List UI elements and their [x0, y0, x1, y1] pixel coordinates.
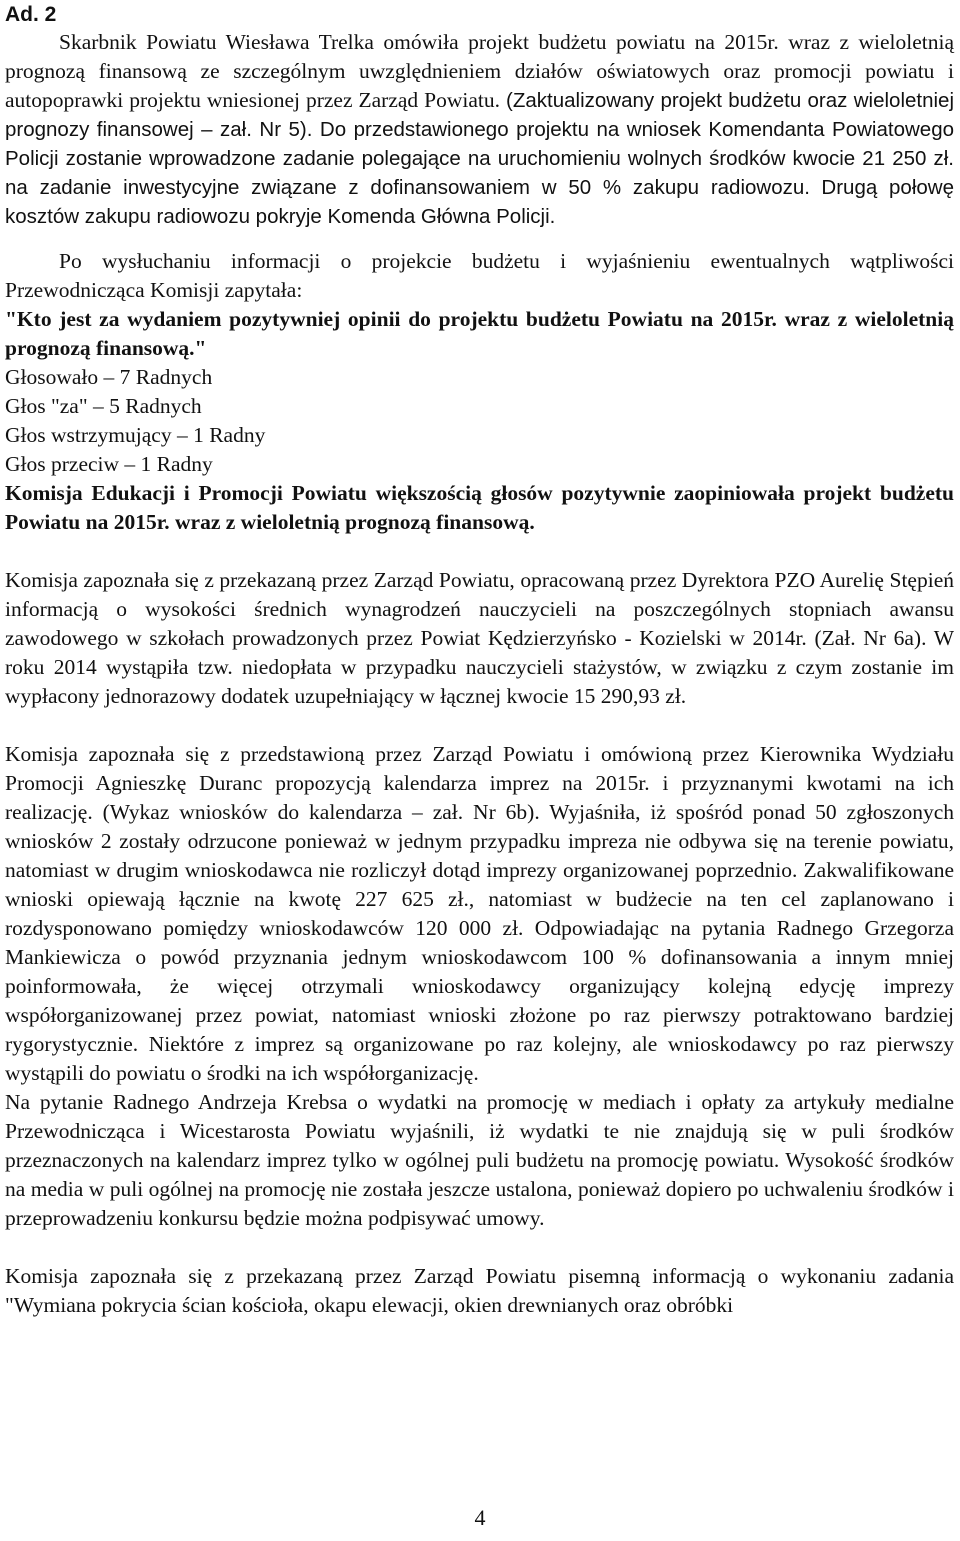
spacer — [5, 537, 954, 566]
budget-intro-text: Skarbnik Powiatu Wiesława Trelka omówiła projekt budżetu powiatu na 2015r. wraz z wieloletnią prognozą finansową ze szczególnym uwzględnieniem działów oświatowych oraz promocji powiatu i autopoprawki projektu wniesionej przez Zarząd Powiatu. — [5, 30, 954, 112]
budget-update-text: (Zaktualizowany projekt budżetu oraz wieloletniej prognozy finansowej – zał. Nr 5). Do przedstawionego projektu na wniosek Komendanta Powiatowego Policji zostanie wprowadzone zadanie polegające na uruchomieniu wolnych środków kwocie 21 250 zł. na zadanie inwestycyjne związane z dofinansowaniem w 50 % zakupu radiowozu. — [5, 89, 955, 199]
spacer — [5, 711, 954, 740]
section-heading: Ad. 2 — [5, 3, 57, 26]
page-number: 4 — [474, 1505, 486, 1530]
vote-abstain: Głos wstrzymujący – 1 Radny — [5, 423, 266, 447]
budget-paragraph — [5, 28, 954, 231]
salary-paragraph: Komisja zapoznała się z przekazaną przez Zarząd Powiatu, opracowaną przez Dyrektora PZO Aurelię Stępień informacją o wysokości średnich wynagrodzeń nauczycieli na poszczególnych stopniach awansu zawodowego w szkołach prowadzonych przez Powiat Kędzierzyńsko - Kozielski w 2014r. (Zał. Nr 6a). W roku 2014 wystąpiła tzw. niedopłata w przypadku nauczycieli stażystów, w związku z czym zostanie im wypłacony jednorazowy dodatek uzupełniający w łącznej kwocie 15 290,93 zł. — [5, 568, 954, 708]
budget-police-text: Drugą połowę kosztów zakupu radiowozu pokryje Komenda Główna Policji. — [5, 176, 954, 228]
calendar-paragraph: Komisja zapoznała się z przedstawioną przez Zarząd Powiatu i omówioną przez Kierownika Wydziału Promocji Agnieszkę Duranc propozycją kalendarza imprez na 2015r. i przyznanymi kwotami na ich realizację. (Wykaz wniosków do kalendarza – zał. Nr 6b). Wyjaśniła, iż spośród ponad 50 zgłoszonych wniosków 2 zostały odrzucone ponieważ w jednym przypadku impreza nie odbywa się na terenie powiatu, natomiast w drugim wnioskodawca nie rozliczył dotąd imprezy organizowanej poprzednio. Zakwalifikowane wnioski opiewają łącznie na kwotę 227 625 zł., natomiast w budżecie na ten cel zaplanowano i rozdysponowano pomiędzy wnioskodawców 120 000 zł. Odpowiadając na pytania Radnego Grzegorza Mankiewicza o powód przyznania jednym wnioskodawcom 100 % dofinansowania a innym mniej poinformowała, że więcej otrzymali wnioskodawcy organizujący kolejną edycję imprezy współorganizowanej przez powiat, natomiast wnioski złożone po raz pierwszy potraktowano bardziej rygorystycznie. Niektóre z imprez są organizowane po raz kolejny, ale wnioskodawcy po raz pierwszy wystąpili do powiatu o środki na ich współorganizację. — [5, 742, 954, 1085]
opinion-intro: Po wysłuchaniu informacji o projekcie budżetu i wyjaśnieniu ewentualnych wątpliwości Przewodnicząca Komisji zapytała: — [5, 249, 954, 302]
spacer — [5, 231, 954, 247]
vote-against: Głos przeciw – 1 Radny — [5, 452, 213, 476]
vote-for: Głos "za" – 5 Radnych — [5, 394, 202, 418]
church-paragraph: Komisja zapoznała się z przekazaną przez Zarząd Powiatu pisemną informacją o wykonaniu zadania "Wymiana pokrycia ścian kościoła, okapu elewacji, okien drewnianych oraz obróbki — [5, 1264, 954, 1317]
vote-question: "Kto jest za wydaniem pozytywniej opinii do projektu budżetu Powiatu na 2015r. wraz z wieloletnią prognozą finansową." — [5, 307, 954, 360]
spacer — [5, 1233, 954, 1262]
vote-total: Głosowało – 7 Radnych — [5, 365, 213, 389]
media-paragraph: Na pytanie Radnego Andrzeja Krebsa o wydatki na promocję w mediach i opłaty za artykuły medialne Przewodnicząca i Wicestarosta Powiatu wyjaśnili, iż wydatki te nie znajdują się w puli środków przeznaczonych na kalendarz imprez tylko w ogólnej puli budżetu na promocję powiatu. Wysokość środków na media w puli ogólnej na promocję nie została jeszcze ustalona, ponieważ dopiero po uchwaleniu środków i przeprowadzeniu konkursu będzie można podpisywać umowy. — [5, 1090, 954, 1230]
vote-result: Komisja Edukacji i Promocji Powiatu większością głosów pozytywnie zaopiniowała projekt budżetu Powiatu na 2015r. wraz z wieloletnią prognozą finansową. — [5, 481, 954, 534]
document-page — [5, 2, 954, 1320]
